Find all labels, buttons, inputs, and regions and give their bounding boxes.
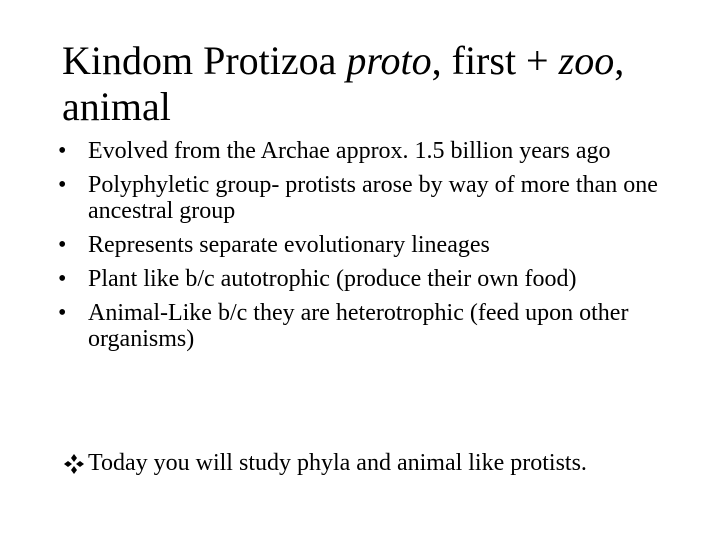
title-text-1: Kindom Protizoa	[62, 38, 347, 83]
bullet-dot-icon: •	[58, 232, 67, 258]
bullet-dot-icon: •	[58, 300, 67, 326]
diamond-bullet-icon	[62, 452, 86, 476]
slide-title	[62, 38, 702, 130]
bullet-text: Evolved from the Archae approx. 1.5 billion years ago	[88, 138, 611, 164]
title-italic-zoo: zoo	[558, 38, 615, 83]
list-item	[58, 232, 678, 258]
bullet-dot-icon: •	[58, 138, 67, 164]
title-italic-proto: proto	[346, 38, 432, 83]
list-item	[58, 266, 678, 292]
list-item	[58, 172, 678, 224]
bullet-text: Plant like b/c autotrophic (produce their own food)	[88, 266, 577, 292]
bullet-dot-icon: •	[58, 172, 67, 198]
title-text-3: , animal	[62, 38, 625, 129]
bullet-dot-icon: •	[58, 266, 67, 292]
bullet-text: Represents separate evolutionary lineages	[88, 232, 490, 258]
title-text-2: , first +	[431, 38, 559, 83]
list-item	[58, 300, 678, 352]
list-item	[58, 138, 678, 164]
bullet-text: Polyphyletic group- protists arose by way of more than one ancestral group	[88, 172, 658, 224]
bullet-text: Animal-Like b/c they are heterotrophic (feed upon other organisms)	[88, 300, 629, 352]
bullet-list	[58, 138, 678, 360]
closing-text: Today you will study phyla and animal like protists.	[88, 450, 587, 476]
closing-note	[62, 450, 708, 476]
